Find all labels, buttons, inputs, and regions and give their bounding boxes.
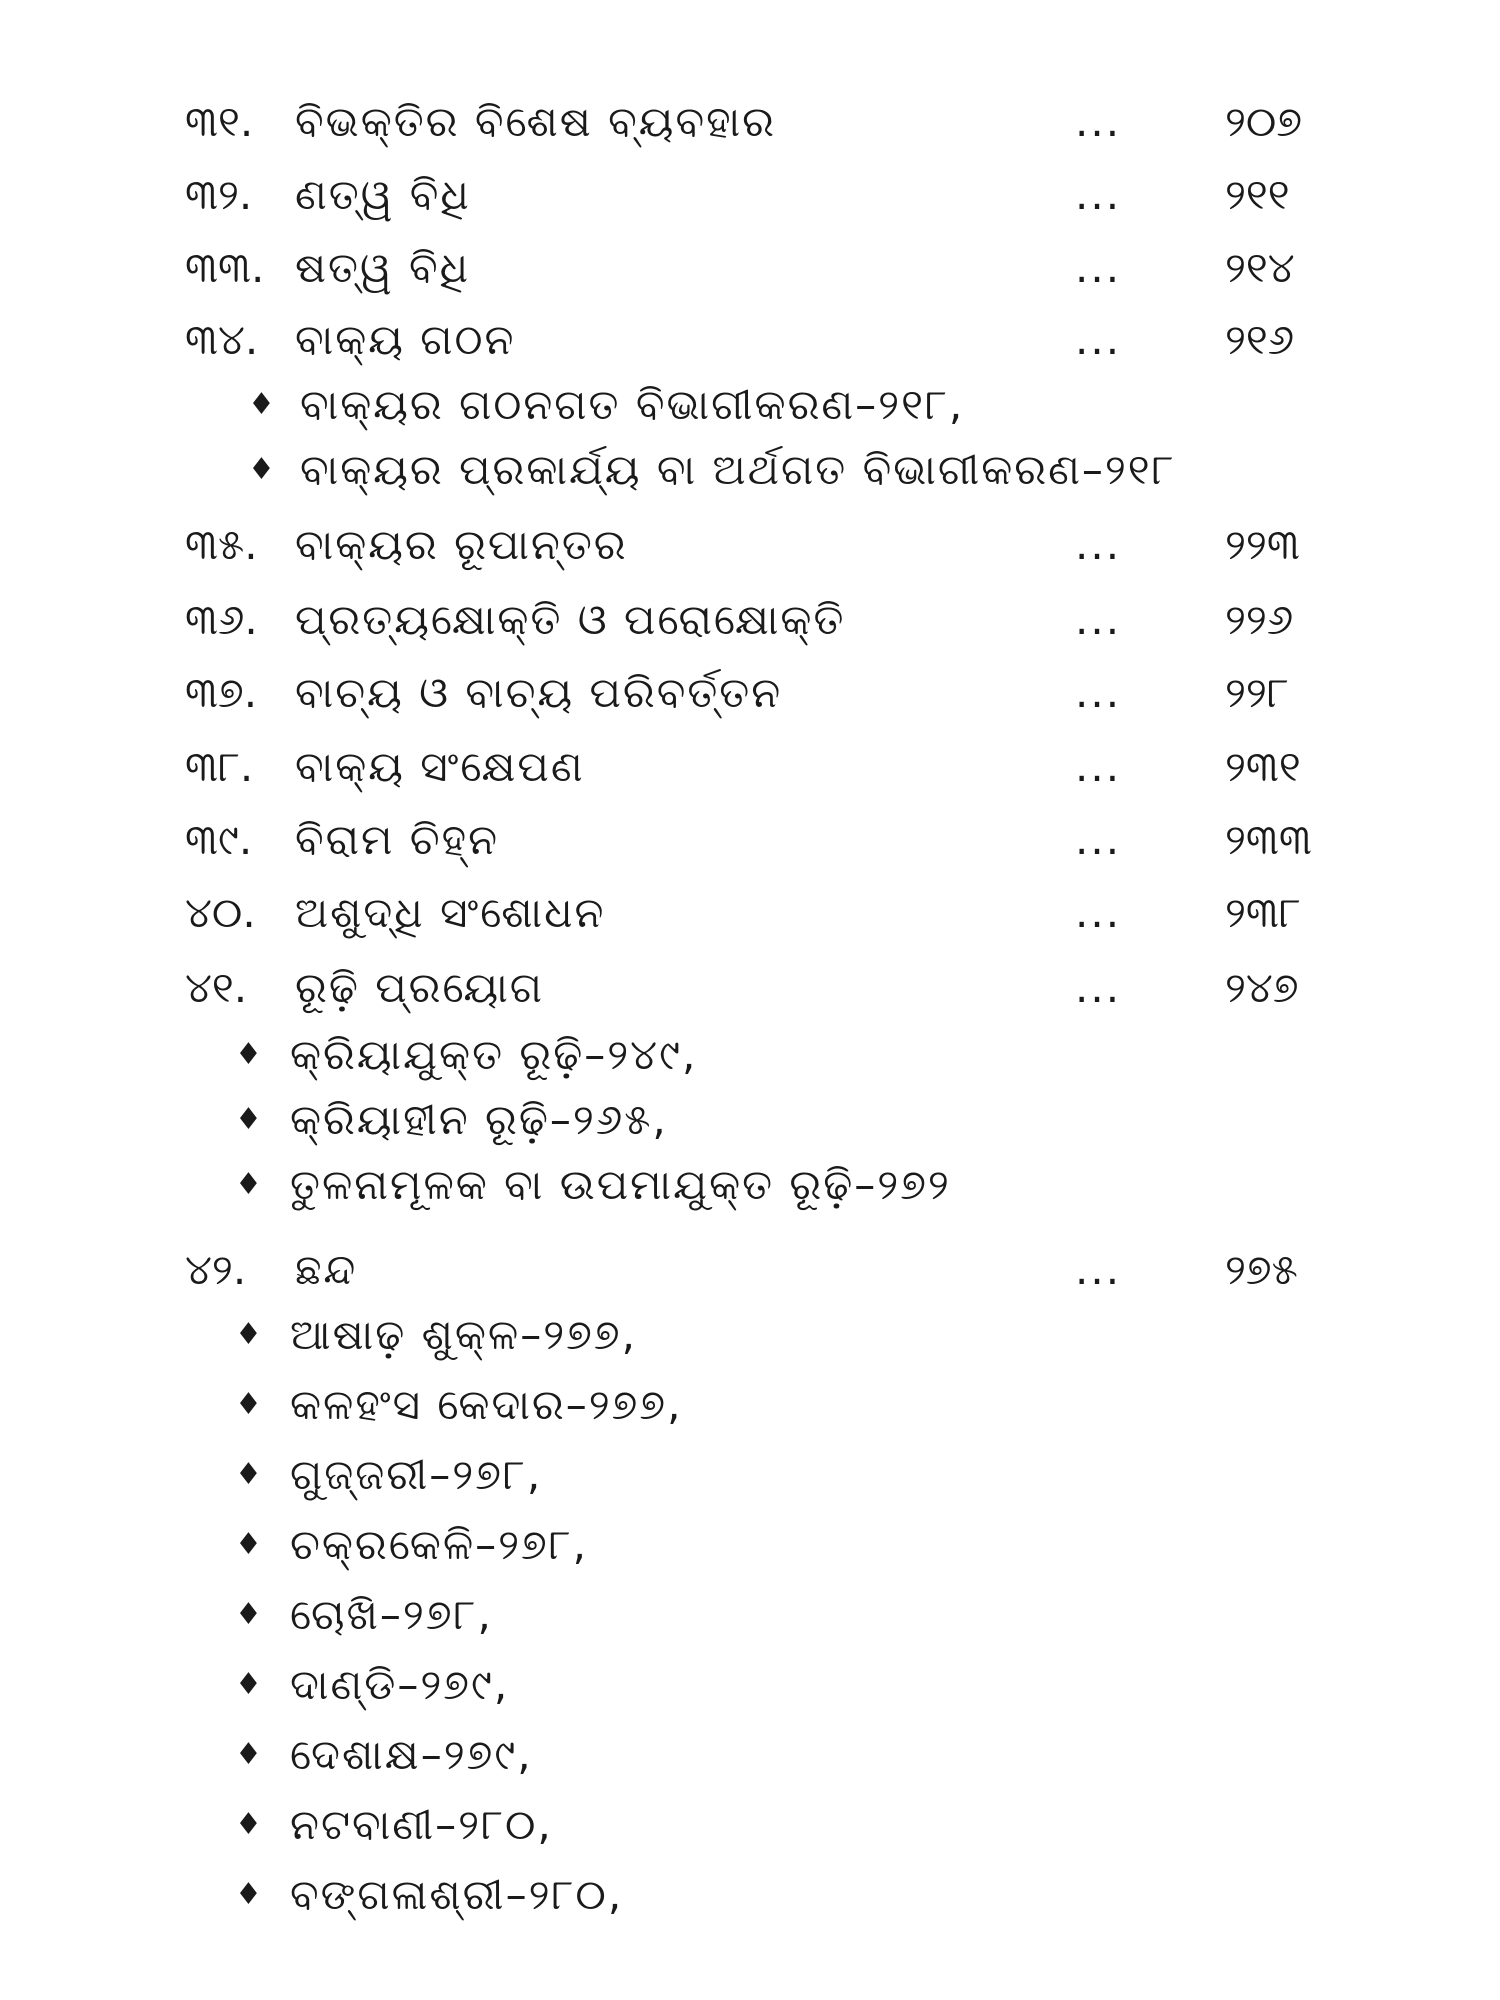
entry-leader: ...: [1075, 742, 1122, 791]
entry-title: ଅଶୁଦ୍ଧି ସଂଶୋଧନ: [295, 888, 606, 937]
subentry-text: ବାକ୍ୟର ଗଠନଗତ ବିଭାଗୀକରଣ–୨୧୮,: [300, 380, 965, 429]
subentry-text: ଚୋଖି–୨୭୮,: [290, 1590, 493, 1639]
entry-number: ୪୧.: [185, 963, 248, 1012]
diamond-bullet-icon: ♦: [235, 1597, 262, 1632]
entry-page-number: ୨୧୪: [1225, 243, 1295, 292]
entry-title: ଷତ୍ୱ ବିଧି: [295, 243, 471, 292]
toc-subentry: [0, 1305, 1500, 1365]
entry-number: ୩୫.: [185, 520, 258, 569]
entry-page-number: ୨୨୩: [1225, 520, 1300, 569]
entry-number: ୪୨.: [185, 1245, 247, 1294]
diamond-bullet-icon: ♦: [235, 1457, 262, 1492]
entry-title: ବିରାମ ଚିହ୍ନ: [295, 815, 500, 864]
subentry-text: ଚକ୍ରକେଳି–୨୭୮,: [290, 1520, 589, 1569]
entry-number: ୩୮.: [185, 742, 254, 791]
entry-leader: ...: [1075, 170, 1122, 219]
toc-entry: [0, 515, 1500, 575]
entry-number: ୩୧.: [185, 97, 254, 146]
entry-leader: ...: [1075, 520, 1122, 569]
subentry-text: କଳହଂସ କେଦାର–୨୭୭,: [290, 1380, 683, 1429]
toc-entry: [0, 165, 1500, 225]
subentry-text: କ୍ରିୟାଯୁକ୍ତ ରୂଢ଼ି–୨୪୯,: [290, 1030, 698, 1079]
entry-leader: ...: [1075, 963, 1122, 1012]
entry-page-number: ୨୨୮: [1225, 668, 1289, 717]
diamond-bullet-icon: ♦: [248, 387, 275, 422]
entry-leader: ...: [1075, 97, 1122, 146]
entry-leader: ...: [1075, 595, 1122, 644]
toc-subentry: [0, 1155, 1500, 1215]
entry-page-number: ୨୭୫: [1225, 1245, 1298, 1294]
entry-title: ବାକ୍ୟର ରୂପାନ୍ତର: [295, 520, 628, 569]
toc-subentry: [0, 1515, 1500, 1575]
subentry-text: ବଙ୍ଗଳାଶ୍ରୀ–୨୮୦,: [290, 1870, 624, 1919]
entry-leader: ...: [1075, 315, 1122, 364]
entry-page-number: ୨୧୬: [1225, 315, 1295, 364]
entry-page-number: ୨୪୭: [1225, 963, 1299, 1012]
entry-number: ୩୭.: [185, 668, 258, 717]
toc-entry: [0, 590, 1500, 650]
subentry-text: ବାକ୍ୟର ପ୍ରକାର୍ଯ୍ୟ ବା ଅର୍ଥଗତ ବିଭାଗୀକରଣ–୨୧୮: [300, 445, 1176, 494]
toc-subentry: [0, 1585, 1500, 1645]
subentry-text: କ୍ରିୟାହୀନ ରୂଢ଼ି–୨୬୫,: [290, 1095, 668, 1144]
entry-leader: ...: [1075, 888, 1122, 937]
subentry-text: ତୁଳନାମୂଳକ ବା ଉପମାଯୁକ୍ତ ରୂଢ଼ି–୨୭୨: [290, 1160, 951, 1209]
entry-title: ଣତ୍ୱ ବିଧି: [295, 170, 471, 219]
entry-page-number: ୨୩୩: [1225, 815, 1312, 864]
diamond-bullet-icon: ♦: [235, 1317, 262, 1352]
toc-subentry: [0, 1375, 1500, 1435]
toc-subentry: [0, 1865, 1500, 1925]
entry-title: ବାକ୍ୟ ଗଠନ: [295, 315, 516, 364]
toc-subentry: [0, 1090, 1500, 1150]
toc-entry: [0, 958, 1500, 1018]
toc-subentry: [0, 440, 1500, 500]
toc-entry: [0, 810, 1500, 870]
diamond-bullet-icon: ♦: [235, 1167, 262, 1202]
toc-subentry: [0, 1445, 1500, 1505]
diamond-bullet-icon: ♦: [235, 1877, 262, 1912]
entry-leader: ...: [1075, 1245, 1122, 1294]
diamond-bullet-icon: ♦: [235, 1737, 262, 1772]
entry-number: ୪୦.: [185, 888, 256, 937]
subentry-text: ଆଷାଢ଼ ଶୁକ୍ଳ–୨୭୭,: [290, 1310, 637, 1359]
subentry-text: ଦେଶାକ୍ଷ–୨୭୯,: [290, 1730, 533, 1779]
entry-page-number: ୨୩୧: [1225, 742, 1301, 791]
entry-leader: ...: [1075, 815, 1122, 864]
entry-page-number: ୨୩୮: [1225, 888, 1301, 937]
entry-number: ୩୯.: [185, 815, 253, 864]
entry-page-number: ୨୨୬: [1225, 595, 1294, 644]
toc-subentry: [0, 375, 1500, 435]
entry-page-number: ୨୧୧: [1225, 170, 1290, 219]
entry-title: ବାକ୍ୟ ସଂକ୍ଷେପଣ: [295, 742, 585, 791]
toc-entry: [0, 238, 1500, 298]
toc-entry: [0, 92, 1500, 152]
toc-entry: [0, 1240, 1500, 1300]
subentry-text: ନଟବାଣୀ–୨୮୦,: [290, 1800, 553, 1849]
toc-entry: [0, 663, 1500, 723]
diamond-bullet-icon: ♦: [235, 1527, 262, 1562]
entry-title: ରୂଢ଼ି ପ୍ରୟୋଗ: [295, 963, 545, 1012]
diamond-bullet-icon: ♦: [248, 452, 275, 487]
entry-number: ୩୪.: [185, 315, 259, 364]
toc-entry: [0, 310, 1500, 370]
entry-number: ୩୨.: [185, 170, 253, 219]
toc-entry: [0, 737, 1500, 797]
toc-subentry: [0, 1795, 1500, 1855]
toc-subentry: [0, 1025, 1500, 1085]
entry-leader: ...: [1075, 668, 1122, 717]
diamond-bullet-icon: ♦: [235, 1102, 262, 1137]
toc-subentry: [0, 1725, 1500, 1785]
entry-title: ବାଚ୍ୟ ଓ ବାଚ୍ୟ ପରିବର୍ତ୍ତନ: [295, 668, 783, 717]
entry-title: ପ୍ରତ୍ୟକ୍ଷୋକ୍ତି ଓ ପରୋକ୍ଷୋକ୍ତି: [295, 595, 846, 644]
toc-subentry: [0, 1655, 1500, 1715]
entry-title: ଛନ୍ଦ: [295, 1245, 358, 1294]
entry-leader: ...: [1075, 243, 1122, 292]
entry-page-number: ୨୦୭: [1225, 97, 1303, 146]
entry-number: ୩୩.: [185, 243, 265, 292]
entry-number: ୩୬.: [185, 595, 258, 644]
diamond-bullet-icon: ♦: [235, 1807, 262, 1842]
toc-entry: [0, 883, 1500, 943]
subentry-text: ଦାଣ୍ଡି–୨୭୯,: [290, 1660, 510, 1709]
diamond-bullet-icon: ♦: [235, 1667, 262, 1702]
diamond-bullet-icon: ♦: [235, 1037, 262, 1072]
diamond-bullet-icon: ♦: [235, 1387, 262, 1422]
entry-title: ବିଭକ୍ତିର ବିଶେଷ ବ୍ୟବହାର: [295, 97, 776, 146]
subentry-text: ଗୁଜ୍ଜରୀ–୨୭୮,: [290, 1450, 543, 1499]
